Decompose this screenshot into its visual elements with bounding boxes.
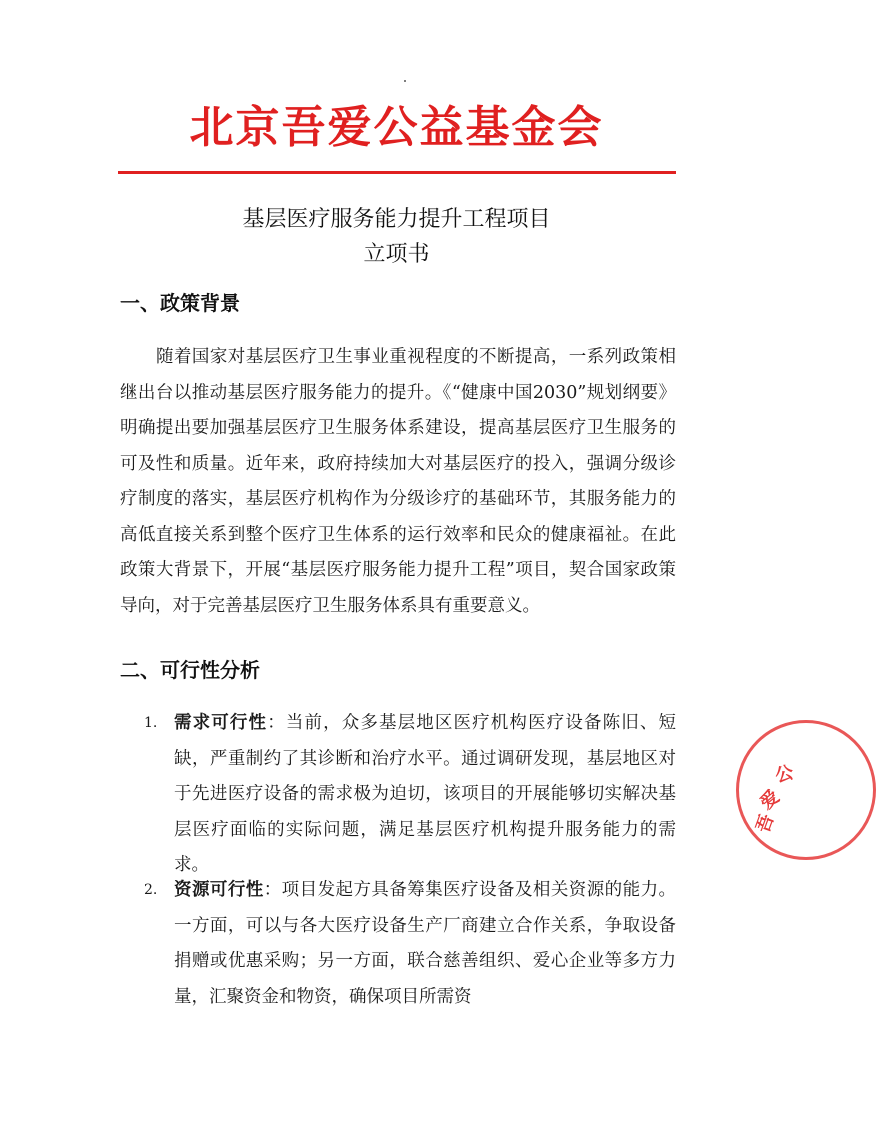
document-title: 基层医疗服务能力提升工程项目 (242, 207, 551, 232)
section-heading-policy-background: 一、政策背景 (120, 291, 240, 315)
letterhead-red-rule (118, 171, 676, 174)
list-item-number: 2. (144, 882, 158, 898)
list-item-text: ：当前，众多基层地区医疗机构医疗设备陈旧、短缺，严重制约了其诊断和治疗水平。通过调研发现，基层地区对于先进医疗设备的需求极为迫切，该项目的开展能够切实解决基层医疗面临的实际问题，满足基层医疗机构提升服务能力的需求。 (174, 713, 677, 875)
page-dot (404, 80, 406, 82)
policy-background-paragraph: 随着国家对基层医疗卫生事业重视程度的不断提高，一系列政策相继出台以推动基层医疗服务能力的提升。《“健康中国2030”规划纲要》明确提出要加强基层医疗卫生服务体系建设，提高基层医疗卫生服务的可及性和质量。近年来，政府持续加大对基层医疗的投入，强调分级诊疗制度的落实，基层医疗机构作为分级诊疗的基础环节，其服务能力的高低直接关系到整个医疗卫生体系的运行效率和民众的健康福祉。在此政策大背景下，开展“基层医疗服务能力提升工程”项目，契合国家政策导向，对于完善基层医疗卫生服务体系具有重要意义。 (120, 347, 676, 616)
document-subtitle: 立项书 (363, 242, 430, 267)
list-item (120, 706, 676, 884)
list-item-number: 1. (144, 715, 158, 731)
list-item-body (174, 873, 676, 1015)
seal-char: 爱 (756, 786, 784, 814)
list-item (120, 873, 676, 1015)
list-item-body (174, 706, 676, 884)
official-seal-stamp (736, 720, 876, 860)
list-item-lead: 资源可行性 (174, 880, 264, 900)
seal-char: 吾 (752, 811, 779, 836)
list-item-lead: 需求可行性 (174, 713, 268, 733)
seal-char: 公 (772, 761, 796, 787)
letterhead-org-name: 北京吾爱公益基金会 (189, 102, 604, 153)
section-heading-feasibility: 二、可行性分析 (120, 658, 260, 682)
list-item-text: ：项目发起方具备筹集医疗设备及相关资源的能力。一方面，可以与各大医疗设备生产厂商建立合作关系，争取设备捐赠或优惠采购；另一方面，联合慈善组织、爱心企业等多方力量，汇聚资金和物资，确保项目所需资 (174, 880, 677, 1007)
